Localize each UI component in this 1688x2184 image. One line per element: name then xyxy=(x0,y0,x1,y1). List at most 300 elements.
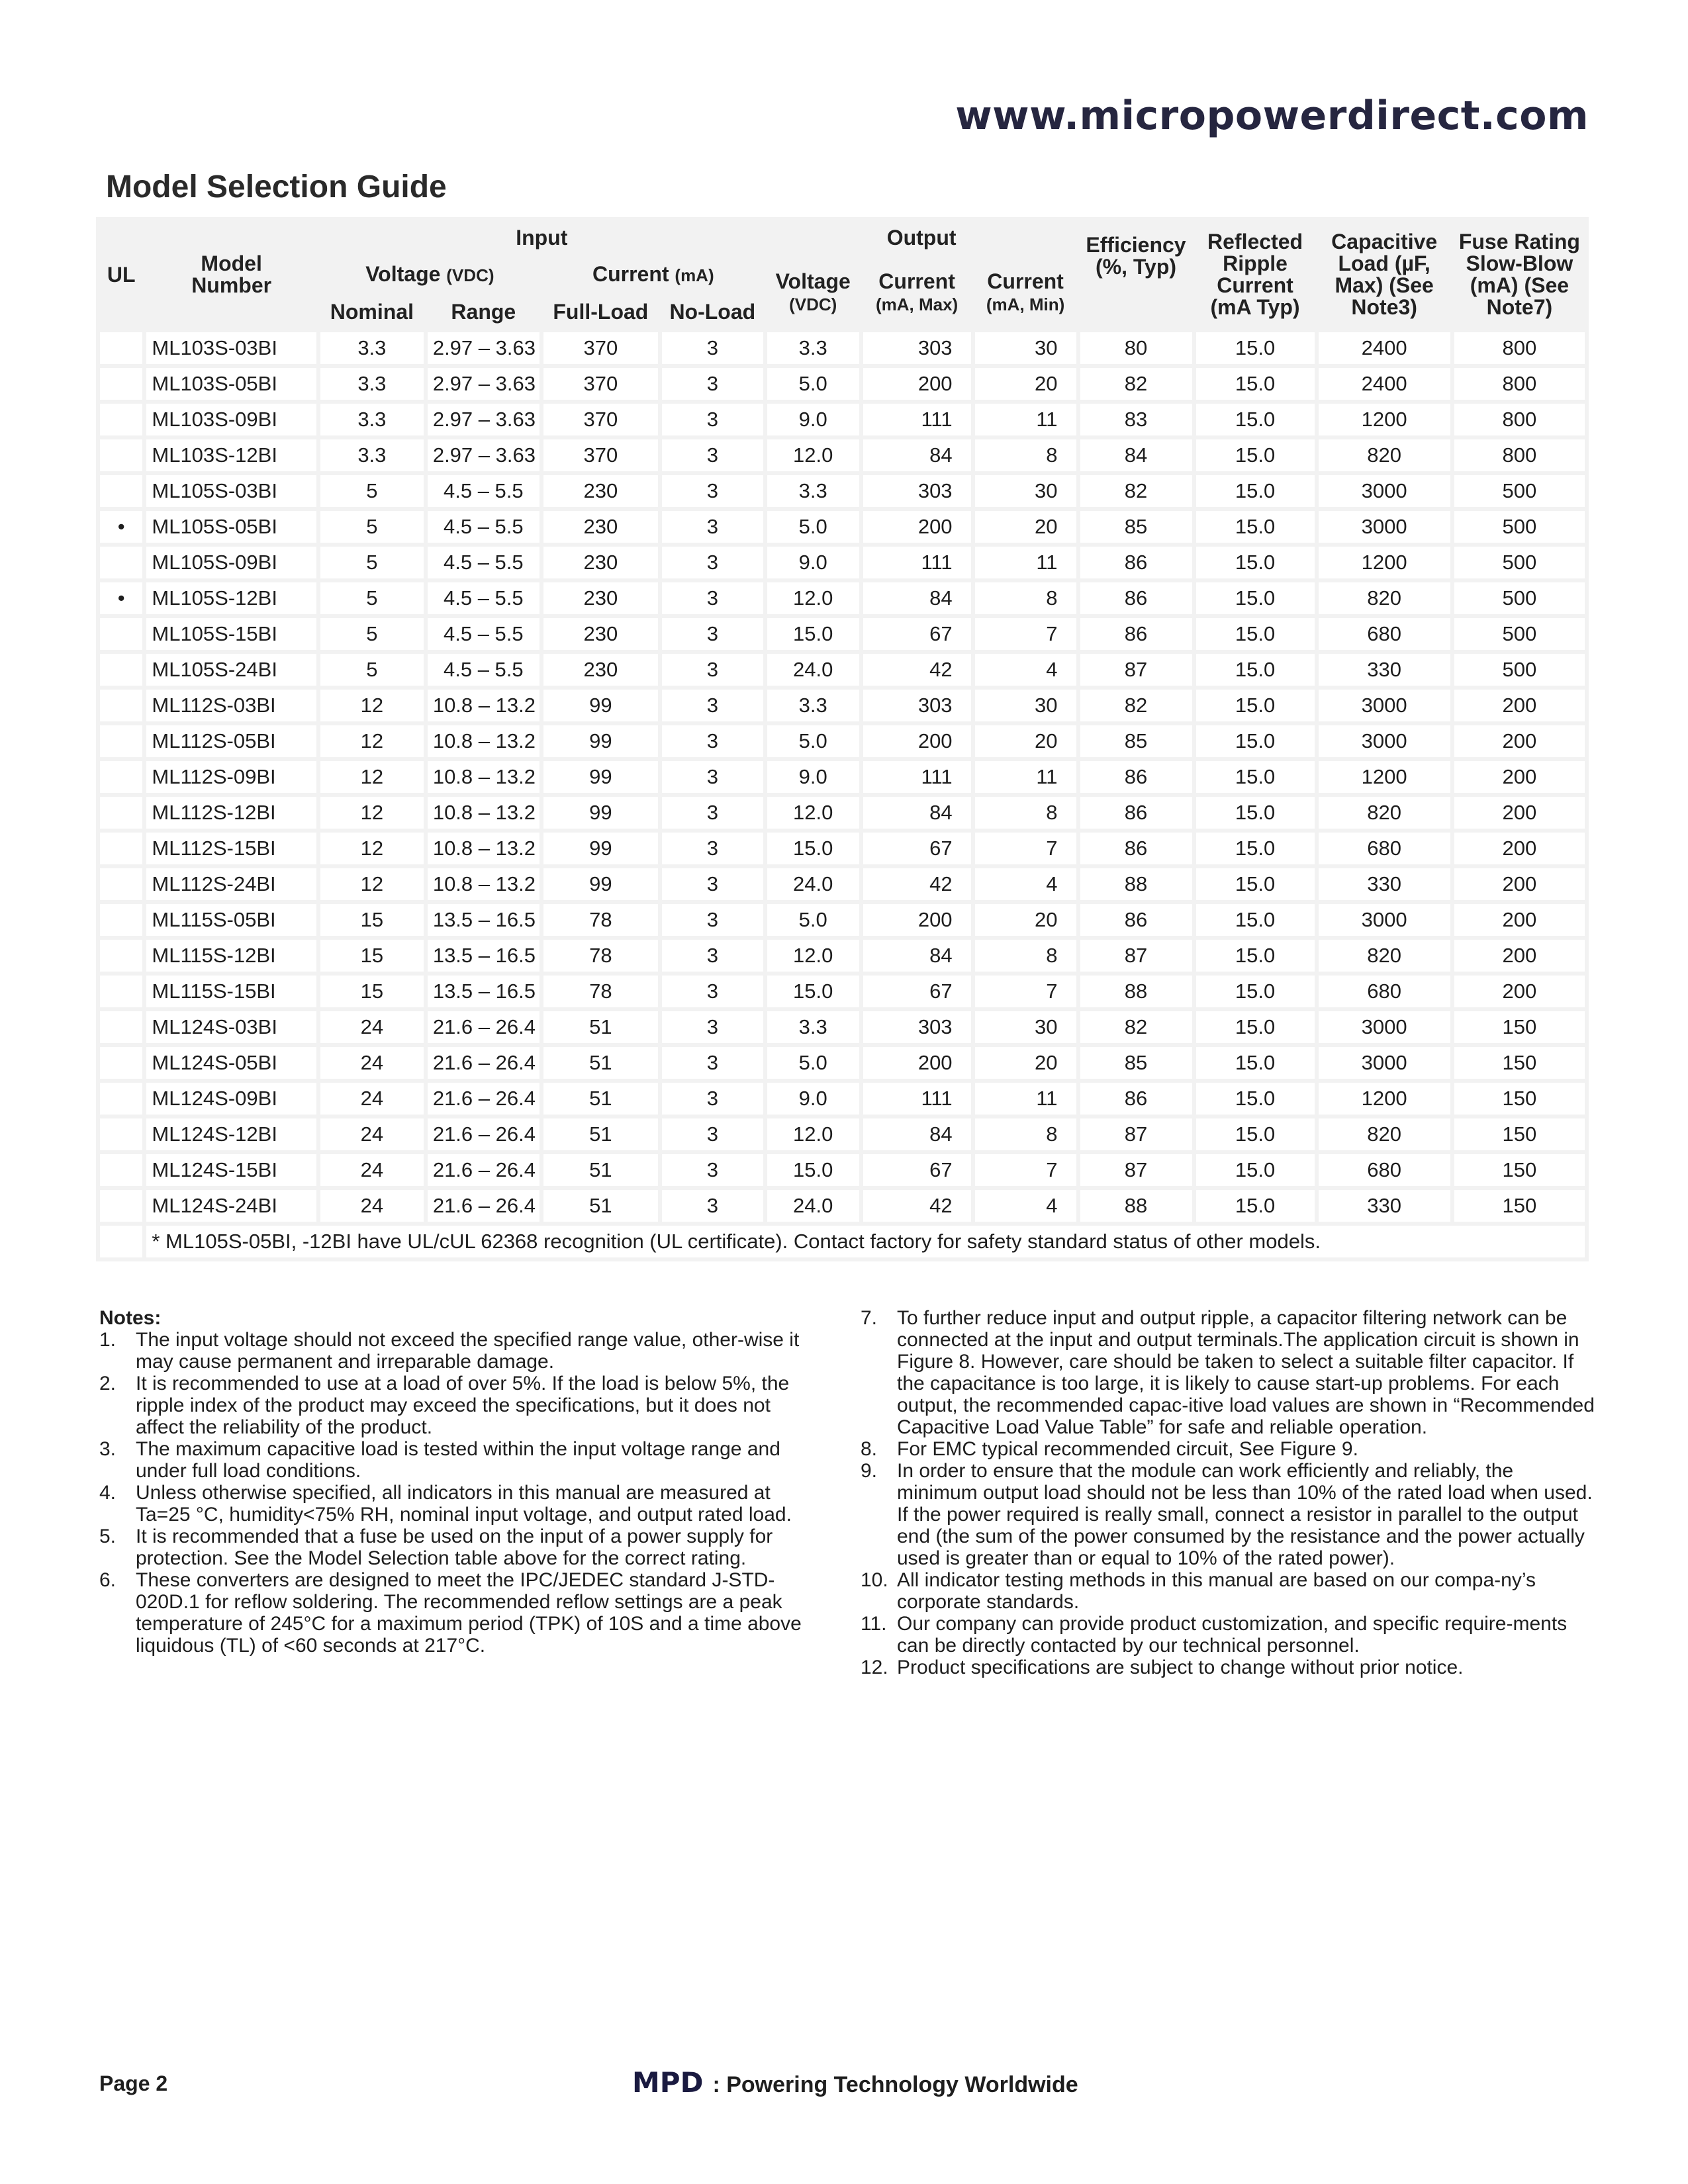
cell-output-current-max: 303 xyxy=(863,475,971,507)
cell-output-voltage: 12.0 xyxy=(767,439,859,471)
cell-input-range: 10.8 – 13.2 xyxy=(428,868,539,900)
cell-input-no-load: 3 xyxy=(662,976,763,1007)
cell-ul-mark xyxy=(100,940,142,972)
note-text: To further reduce input and output ripple, a capacitor filtering network can be connected at the input and output terminals.The application circuit is shown in Figure 8. However, care should be taken to select a suitable filter capacitor. If the capacitance is too large, it is likely to cause start-up problems. For each output, the recommended capac-itive load values are shown in “Recommended Capacitive Load Value Table” for safe and reliable operation. xyxy=(897,1307,1595,1438)
cell-input-no-load: 3 xyxy=(662,511,763,543)
cell-ripple-current: 15.0 xyxy=(1196,761,1315,793)
cell-output-current-min: 30 xyxy=(975,475,1076,507)
cell-output-voltage: 15.0 xyxy=(767,976,859,1007)
cell-ul-mark xyxy=(100,654,142,686)
cell-fuse-rating: 800 xyxy=(1454,439,1585,471)
cell-capacitive-load: 3000 xyxy=(1319,725,1450,757)
table-row xyxy=(100,725,1585,757)
cell-output-current-min: 20 xyxy=(975,511,1076,543)
cell-output-current-min: 8 xyxy=(975,797,1076,829)
cell-ul-mark xyxy=(100,475,142,507)
cell-output-current-min: 8 xyxy=(975,582,1076,614)
cell-fuse-rating: 500 xyxy=(1454,547,1585,578)
cell-input-no-load: 3 xyxy=(662,582,763,614)
note-number: 1. xyxy=(99,1329,117,1351)
cell-ripple-current: 15.0 xyxy=(1196,511,1315,543)
cell-efficiency: 84 xyxy=(1080,439,1192,471)
table-row xyxy=(100,1083,1585,1115)
cell-capacitive-load: 2400 xyxy=(1319,332,1450,364)
table-row xyxy=(100,404,1585,435)
cell-input-full-load: 51 xyxy=(543,1154,658,1186)
cell-efficiency: 83 xyxy=(1080,404,1192,435)
cell-input-full-load: 78 xyxy=(543,976,658,1007)
cell-output-current-min: 11 xyxy=(975,547,1076,578)
cell-capacitive-load: 820 xyxy=(1319,439,1450,471)
note-text: Product specifications are subject to change without prior notice. xyxy=(897,1657,1464,1678)
header-nominal: Nominal xyxy=(320,295,424,328)
cell-output-current-min: 20 xyxy=(975,725,1076,757)
table-row xyxy=(100,1011,1585,1043)
note-number: 8. xyxy=(861,1438,878,1460)
cell-model-number: ML112S-15BI xyxy=(146,833,316,864)
cell-ripple-current: 15.0 xyxy=(1196,439,1315,471)
cell-output-current-min: 7 xyxy=(975,976,1076,1007)
cell-efficiency: 88 xyxy=(1080,1190,1192,1222)
cell-ul-mark xyxy=(100,1011,142,1043)
cell-model-number: ML112S-05BI xyxy=(146,725,316,757)
note-number: 3. xyxy=(99,1438,117,1460)
cell-efficiency: 86 xyxy=(1080,618,1192,650)
cell-efficiency: 82 xyxy=(1080,1011,1192,1043)
cell-output-current-max: 111 xyxy=(863,404,971,435)
cell-efficiency: 86 xyxy=(1080,1083,1192,1115)
cell-fuse-rating: 500 xyxy=(1454,618,1585,650)
cell-efficiency: 88 xyxy=(1080,976,1192,1007)
cell-ul-mark: • xyxy=(100,582,142,614)
cell-ul-mark xyxy=(100,1083,142,1115)
cell-ripple-current: 15.0 xyxy=(1196,1011,1315,1043)
cell-model-number: ML124S-09BI xyxy=(146,1083,316,1115)
cell-input-full-load: 99 xyxy=(543,690,658,721)
cell-input-range: 21.6 – 26.4 xyxy=(428,1047,539,1079)
cell-model-number: ML115S-05BI xyxy=(146,904,316,936)
cell-output-voltage: 12.0 xyxy=(767,797,859,829)
cell-output-voltage: 9.0 xyxy=(767,404,859,435)
cell-output-current-min: 30 xyxy=(975,690,1076,721)
cell-input-nominal: 5 xyxy=(320,547,424,578)
cell-input-full-load: 78 xyxy=(543,940,658,972)
cell-input-no-load: 3 xyxy=(662,618,763,650)
note-number: 12. xyxy=(861,1657,888,1678)
cell-ul-mark xyxy=(100,725,142,757)
table-row xyxy=(100,1118,1585,1150)
cell-input-full-load: 99 xyxy=(543,725,658,757)
cell-capacitive-load: 680 xyxy=(1319,1154,1450,1186)
cell-input-range: 21.6 – 26.4 xyxy=(428,1083,539,1115)
cell-model-number: ML112S-09BI xyxy=(146,761,316,793)
cell-model-number: ML105S-24BI xyxy=(146,654,316,686)
cell-output-voltage: 5.0 xyxy=(767,1047,859,1079)
cell-input-nominal: 5 xyxy=(320,618,424,650)
cell-input-nominal: 12 xyxy=(320,725,424,757)
cell-model-number: ML124S-05BI xyxy=(146,1047,316,1079)
cell-model-number: ML105S-15BI xyxy=(146,618,316,650)
cell-capacitive-load: 1200 xyxy=(1319,1083,1450,1115)
cell-model-number: ML115S-12BI xyxy=(146,940,316,972)
cell-input-nominal: 12 xyxy=(320,833,424,864)
cell-ul-mark xyxy=(100,1190,142,1222)
mpd-logo: MPD xyxy=(632,2066,704,2099)
cell-capacitive-load: 2400 xyxy=(1319,368,1450,400)
cell-output-voltage: 5.0 xyxy=(767,725,859,757)
footer-brand xyxy=(632,2066,1078,2099)
cell-model-number: ML124S-15BI xyxy=(146,1154,316,1186)
cell-input-nominal: 15 xyxy=(320,904,424,936)
cell-capacitive-load: 3000 xyxy=(1319,690,1450,721)
cell-output-current-max: 200 xyxy=(863,904,971,936)
cell-input-no-load: 3 xyxy=(662,1190,763,1222)
note-number: 2. xyxy=(99,1373,117,1394)
cell-output-current-max: 84 xyxy=(863,797,971,829)
table-row xyxy=(100,940,1585,972)
cell-input-full-load: 51 xyxy=(543,1047,658,1079)
header-cap-load: Capacitive Load (µF, Max) (See Note3) xyxy=(1319,221,1450,328)
cell-fuse-rating: 200 xyxy=(1454,761,1585,793)
note-text: The maximum capacitive load is tested within the input voltage range and under full load conditions. xyxy=(136,1438,780,1482)
cell-output-voltage: 3.3 xyxy=(767,332,859,364)
cell-input-nominal: 24 xyxy=(320,1047,424,1079)
cell-fuse-rating: 200 xyxy=(1454,690,1585,721)
cell-input-range: 10.8 – 13.2 xyxy=(428,797,539,829)
cell-input-no-load: 3 xyxy=(662,368,763,400)
cell-capacitive-load: 3000 xyxy=(1319,904,1450,936)
cell-input-full-load: 99 xyxy=(543,833,658,864)
cell-input-full-load: 51 xyxy=(543,1190,658,1222)
note-text: Unless otherwise specified, all indicators in this manual are measured at Ta=25 °C, humidity<75% RH, nominal input voltage, and output rated load. xyxy=(136,1482,792,1525)
cell-ripple-current: 15.0 xyxy=(1196,940,1315,972)
cell-input-full-load: 370 xyxy=(543,404,658,435)
header-out-current-max: Current (mA, Max) xyxy=(863,258,971,328)
cell-efficiency: 85 xyxy=(1080,511,1192,543)
cell-model-number: ML124S-12BI xyxy=(146,1118,316,1150)
cell-output-current-max: 303 xyxy=(863,1011,971,1043)
cell-ripple-current: 15.0 xyxy=(1196,833,1315,864)
cell-input-nominal: 12 xyxy=(320,797,424,829)
cell-capacitive-load: 3000 xyxy=(1319,1047,1450,1079)
cell-output-current-max: 200 xyxy=(863,1047,971,1079)
cell-input-no-load: 3 xyxy=(662,654,763,686)
cell-model-number: ML103S-03BI xyxy=(146,332,316,364)
page-number: Page 2 xyxy=(99,2071,168,2095)
cell-input-nominal: 3.3 xyxy=(320,439,424,471)
cell-efficiency: 88 xyxy=(1080,868,1192,900)
cell-efficiency: 87 xyxy=(1080,654,1192,686)
table-row xyxy=(100,833,1585,864)
header-out-current-min: Current (mA, Min) xyxy=(975,258,1076,328)
cell-fuse-rating: 500 xyxy=(1454,582,1585,614)
cell-input-range: 13.5 – 16.5 xyxy=(428,976,539,1007)
cell-efficiency: 82 xyxy=(1080,368,1192,400)
header-model: Model Number xyxy=(146,221,316,328)
table-row xyxy=(100,654,1585,686)
table-row xyxy=(100,1154,1585,1186)
cell-efficiency: 85 xyxy=(1080,1047,1192,1079)
cell-input-nominal: 24 xyxy=(320,1083,424,1115)
page-title: Model Selection Guide xyxy=(106,169,447,205)
cell-efficiency: 82 xyxy=(1080,690,1192,721)
cell-fuse-rating: 150 xyxy=(1454,1118,1585,1150)
cell-fuse-rating: 200 xyxy=(1454,833,1585,864)
cell-output-current-max: 303 xyxy=(863,690,971,721)
cell-input-no-load: 3 xyxy=(662,1011,763,1043)
cell-model-number: ML105S-12BI xyxy=(146,582,316,614)
cell-model-number: ML124S-24BI xyxy=(146,1190,316,1222)
cell-output-voltage: 15.0 xyxy=(767,618,859,650)
cell-output-voltage: 5.0 xyxy=(767,511,859,543)
cell-ripple-current: 15.0 xyxy=(1196,1083,1315,1115)
cell-ripple-current: 15.0 xyxy=(1196,618,1315,650)
cell-output-current-min: 30 xyxy=(975,1011,1076,1043)
cell-output-voltage: 12.0 xyxy=(767,940,859,972)
cell-model-number: ML115S-15BI xyxy=(146,976,316,1007)
tagline: : Powering Technology Worldwide xyxy=(712,2072,1078,2097)
cell-output-voltage: 24.0 xyxy=(767,1190,859,1222)
cell-output-voltage: 15.0 xyxy=(767,833,859,864)
cell-input-nominal: 24 xyxy=(320,1011,424,1043)
cell-ul-mark xyxy=(100,1118,142,1150)
header-fuse: Fuse Rating Slow-Blow (mA) (See Note7) xyxy=(1454,221,1585,328)
cell-fuse-rating: 500 xyxy=(1454,511,1585,543)
cell-ripple-current: 15.0 xyxy=(1196,725,1315,757)
cell-ripple-current: 15.0 xyxy=(1196,1047,1315,1079)
note-text: All indicator testing methods in this manual are based on our compa-ny’s corporate standards. xyxy=(897,1569,1536,1613)
header-efficiency: Efficiency (%, Typ) xyxy=(1080,221,1192,328)
cell-capacitive-load: 3000 xyxy=(1319,511,1450,543)
cell-output-current-max: 84 xyxy=(863,582,971,614)
header-full-load: Full-Load xyxy=(543,295,658,328)
cell-fuse-rating: 150 xyxy=(1454,1190,1585,1222)
cell-ripple-current: 15.0 xyxy=(1196,404,1315,435)
cell-capacitive-load: 3000 xyxy=(1319,1011,1450,1043)
cell-input-full-load: 230 xyxy=(543,582,658,614)
cell-input-range: 21.6 – 26.4 xyxy=(428,1011,539,1043)
cell-ripple-current: 15.0 xyxy=(1196,368,1315,400)
cell-output-current-min: 20 xyxy=(975,1047,1076,1079)
table-row xyxy=(100,439,1585,471)
cell-ripple-current: 15.0 xyxy=(1196,868,1315,900)
cell-output-current-min: 4 xyxy=(975,1190,1076,1222)
cell-ripple-current: 15.0 xyxy=(1196,582,1315,614)
cell-ripple-current: 15.0 xyxy=(1196,904,1315,936)
note-number: 4. xyxy=(99,1482,117,1504)
cell-input-full-load: 51 xyxy=(543,1118,658,1150)
cell-input-full-load: 99 xyxy=(543,761,658,793)
cell-fuse-rating: 150 xyxy=(1454,1011,1585,1043)
cell-capacitive-load: 680 xyxy=(1319,618,1450,650)
cell-input-no-load: 3 xyxy=(662,868,763,900)
cell-input-nominal: 5 xyxy=(320,582,424,614)
model-selection-table xyxy=(96,217,1589,1261)
cell-ripple-current: 15.0 xyxy=(1196,654,1315,686)
header-ul: UL xyxy=(100,221,142,328)
note-item xyxy=(861,1438,1595,1460)
cell-input-full-load: 99 xyxy=(543,797,658,829)
cell-input-range: 21.6 – 26.4 xyxy=(428,1118,539,1150)
cell-fuse-rating: 150 xyxy=(1454,1083,1585,1115)
cell-input-no-load: 3 xyxy=(662,690,763,721)
cell-output-current-max: 84 xyxy=(863,439,971,471)
cell-input-range: 4.5 – 5.5 xyxy=(428,547,539,578)
cell-output-current-min: 20 xyxy=(975,368,1076,400)
cell-efficiency: 86 xyxy=(1080,904,1192,936)
cell-input-full-load: 78 xyxy=(543,904,658,936)
cell-fuse-rating: 200 xyxy=(1454,797,1585,829)
cell-capacitive-load: 820 xyxy=(1319,1118,1450,1150)
cell-output-current-min: 4 xyxy=(975,868,1076,900)
cell-ripple-current: 15.0 xyxy=(1196,976,1315,1007)
note-text: The input voltage should not exceed the specified range value, other-wise it may cause permanent and irreparable damage. xyxy=(136,1329,800,1373)
cell-ripple-current: 15.0 xyxy=(1196,690,1315,721)
note-item xyxy=(99,1569,814,1657)
cell-input-no-load: 3 xyxy=(662,475,763,507)
cell-input-range: 10.8 – 13.2 xyxy=(428,833,539,864)
cell-ul-mark xyxy=(100,332,142,364)
cell-ul-mark xyxy=(100,547,142,578)
cell-output-current-max: 200 xyxy=(863,725,971,757)
cell-output-current-max: 200 xyxy=(863,368,971,400)
cell-output-current-max: 67 xyxy=(863,833,971,864)
table-row xyxy=(100,368,1585,400)
cell-efficiency: 86 xyxy=(1080,761,1192,793)
cell-input-no-load: 3 xyxy=(662,1047,763,1079)
cell-fuse-rating: 200 xyxy=(1454,940,1585,972)
cell-input-nominal: 15 xyxy=(320,976,424,1007)
note-item xyxy=(861,1307,1595,1438)
cell-output-voltage: 24.0 xyxy=(767,654,859,686)
cell-input-no-load: 3 xyxy=(662,904,763,936)
cell-input-no-load: 3 xyxy=(662,1083,763,1115)
cell-output-current-min: 11 xyxy=(975,404,1076,435)
cell-ul-mark xyxy=(100,439,142,471)
cell-input-range: 2.97 – 3.63 xyxy=(428,439,539,471)
cell-input-nominal: 5 xyxy=(320,511,424,543)
cell-output-voltage: 12.0 xyxy=(767,1118,859,1150)
table-row xyxy=(100,976,1585,1007)
table-row xyxy=(100,582,1585,614)
cell-ul-mark xyxy=(100,1047,142,1079)
table-row xyxy=(100,547,1585,578)
cell-output-current-max: 42 xyxy=(863,1190,971,1222)
cell-fuse-rating: 200 xyxy=(1454,725,1585,757)
cell-input-range: 13.5 – 16.5 xyxy=(428,940,539,972)
cell-output-current-max: 67 xyxy=(863,1154,971,1186)
cell-output-current-max: 111 xyxy=(863,547,971,578)
cell-ul-mark: • xyxy=(100,511,142,543)
cell-fuse-rating: 500 xyxy=(1454,475,1585,507)
cell-output-current-max: 111 xyxy=(863,1083,971,1115)
cell-output-current-max: 84 xyxy=(863,1118,971,1150)
cell-input-nominal: 3.3 xyxy=(320,368,424,400)
cell-output-current-min: 7 xyxy=(975,1154,1076,1186)
notes-left xyxy=(99,1307,814,1657)
cell-fuse-rating: 200 xyxy=(1454,868,1585,900)
note-item xyxy=(861,1460,1595,1569)
cell-fuse-rating: 500 xyxy=(1454,654,1585,686)
cell-fuse-rating: 800 xyxy=(1454,368,1585,400)
cell-input-nominal: 5 xyxy=(320,475,424,507)
cell-capacitive-load: 820 xyxy=(1319,582,1450,614)
cell-input-range: 10.8 – 13.2 xyxy=(428,725,539,757)
table-row xyxy=(100,511,1585,543)
cell-input-no-load: 3 xyxy=(662,1118,763,1150)
cell-ul-mark xyxy=(100,833,142,864)
cell-model-number: ML103S-05BI xyxy=(146,368,316,400)
cell-input-nominal: 12 xyxy=(320,690,424,721)
cell-fuse-rating: 150 xyxy=(1454,1047,1585,1079)
cell-capacitive-load: 680 xyxy=(1319,976,1450,1007)
cell-ul-mark xyxy=(100,868,142,900)
cell-input-range: 4.5 – 5.5 xyxy=(428,582,539,614)
cell-ripple-current: 15.0 xyxy=(1196,475,1315,507)
cell-capacitive-load: 1200 xyxy=(1319,761,1450,793)
cell-output-current-max: 42 xyxy=(863,654,971,686)
notes-right xyxy=(861,1307,1595,1678)
cell-capacitive-load: 820 xyxy=(1319,797,1450,829)
cell-capacitive-load: 330 xyxy=(1319,1190,1450,1222)
cell-model-number: ML124S-03BI xyxy=(146,1011,316,1043)
table-row xyxy=(100,618,1585,650)
cell-input-nominal: 12 xyxy=(320,868,424,900)
footnote-row xyxy=(100,1226,1585,1257)
cell-input-no-load: 3 xyxy=(662,332,763,364)
cell-ripple-current: 15.0 xyxy=(1196,332,1315,364)
cell-input-full-load: 51 xyxy=(543,1011,658,1043)
cell-output-current-min: 8 xyxy=(975,439,1076,471)
cell-efficiency: 86 xyxy=(1080,797,1192,829)
cell-ripple-current: 15.0 xyxy=(1196,547,1315,578)
header-out-voltage: Voltage (VDC) xyxy=(767,258,859,328)
cell-ul-mark xyxy=(100,690,142,721)
cell-input-no-load: 3 xyxy=(662,833,763,864)
cell-output-current-max: 67 xyxy=(863,618,971,650)
table-row xyxy=(100,797,1585,829)
cell-efficiency: 82 xyxy=(1080,475,1192,507)
cell-output-voltage: 3.3 xyxy=(767,1011,859,1043)
cell-input-nominal: 24 xyxy=(320,1118,424,1150)
notes-heading: Notes: xyxy=(99,1307,162,1329)
cell-ul-mark xyxy=(100,797,142,829)
cell-capacitive-load: 330 xyxy=(1319,654,1450,686)
cell-output-voltage: 24.0 xyxy=(767,868,859,900)
cell-output-current-min: 8 xyxy=(975,940,1076,972)
table-row xyxy=(100,690,1585,721)
cell-output-current-min: 20 xyxy=(975,904,1076,936)
cell-output-current-max: 303 xyxy=(863,332,971,364)
note-text: In order to ensure that the module can work efficiently and reliably, the minimum output load should not be less than 10% of the rated load when used. If the power required is really small, connect a resistor in parallel to the output end (the sum of the power consumed by the resistance and the power actually used is greater than or equal to 10% of the rated power). xyxy=(897,1460,1593,1569)
note-item xyxy=(99,1329,814,1373)
cell-output-current-min: 11 xyxy=(975,761,1076,793)
cell-ripple-current: 15.0 xyxy=(1196,797,1315,829)
cell-input-range: 2.97 – 3.63 xyxy=(428,332,539,364)
note-number: 6. xyxy=(99,1569,117,1591)
cell-efficiency: 87 xyxy=(1080,940,1192,972)
cell-input-nominal: 3.3 xyxy=(320,332,424,364)
header-no-load: No-Load xyxy=(662,295,763,328)
note-text: It is recommended to use at a load of over 5%. If the load is below 5%, the ripple index of the product may exceed the specifications, but it does not affect the reliability of the product. xyxy=(136,1373,790,1438)
note-text: Our company can provide product customization, and specific require-ments can be directly contacted by our technical personnel. xyxy=(897,1613,1568,1657)
cell-input-no-load: 3 xyxy=(662,940,763,972)
note-item xyxy=(861,1657,1595,1678)
table-row xyxy=(100,332,1585,364)
cell-ul-mark xyxy=(100,1154,142,1186)
cell-fuse-rating: 800 xyxy=(1454,404,1585,435)
cell-output-voltage: 3.3 xyxy=(767,690,859,721)
